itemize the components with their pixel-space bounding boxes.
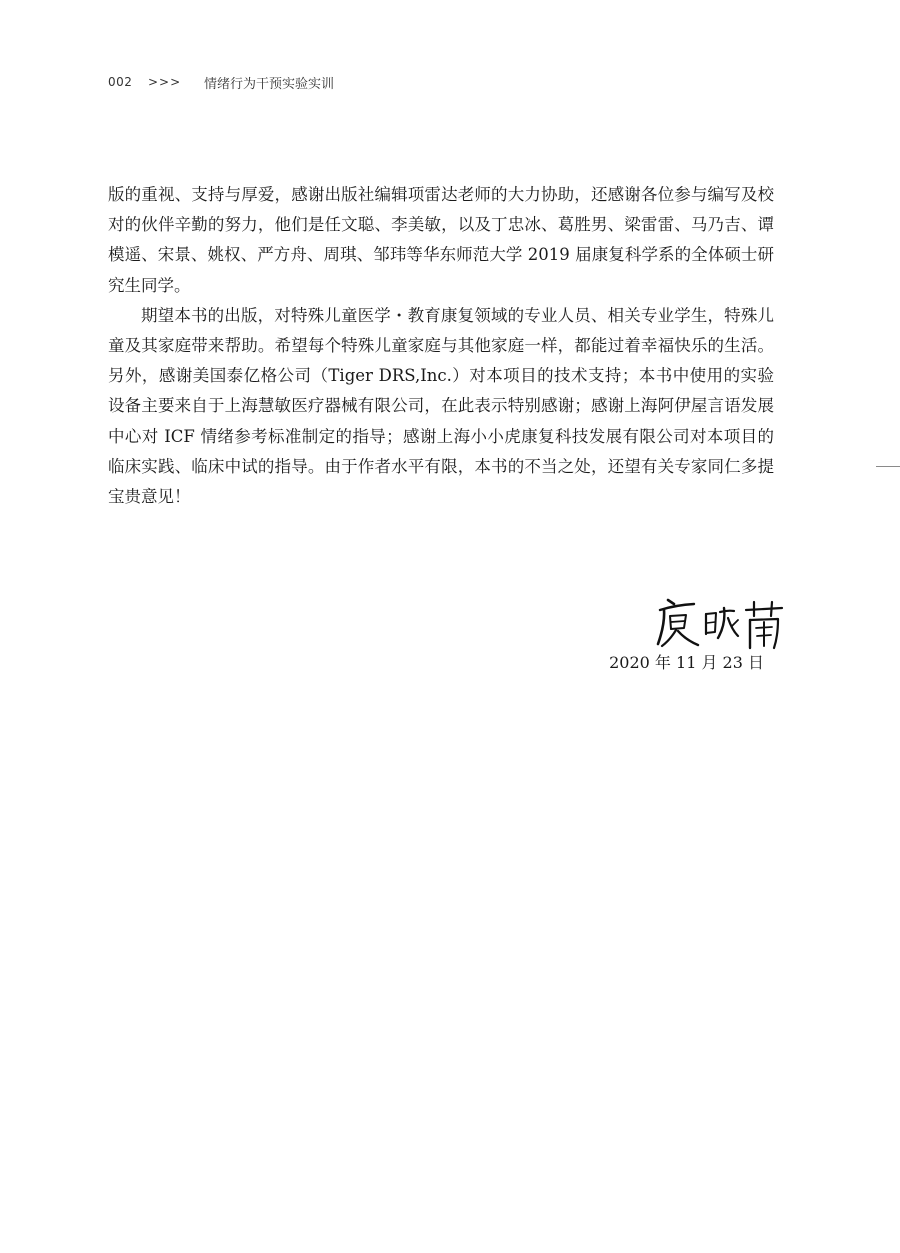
handwritten-signature-icon [654,590,784,652]
header-arrows: >>> [148,75,182,89]
signature-date: 2020 年 11 月 23 日 [609,653,764,672]
book-title: 情绪行为干预实验实训 [204,76,335,92]
paragraph-hopes: 期望本书的出版，对特殊儿童医学・教育康复领域的专业人员、相关专业学生，特殊儿童及其家庭带来帮助。希望每个特殊儿童家庭与其他家庭一样，都能过着幸福快乐的生活。另外，感谢美国泰亿格公司（Tiger DRS,Inc.）对本项目的技术支持；本书中使用的实验设备主要来自于上海慧敏医疗器械有限公司，在此表示特别感谢；感谢上海阿伊屋言语发展中心对 ICF 情绪参考标准制定的指导；感谢上海小小虎康复科技发展有限公司对本项目的临床实践、临床中试的指导。由于作者水平有限，本书的不当之处，还望有关专家同仁多提宝贵意见！ [108,305,774,507]
body-text [108,180,774,512]
page-number: 002 [108,75,133,89]
paragraph-continuation: 版的重视、支持与厚爱，感谢出版社编辑项雷达老师的大力协助，还感谢各位参与编写及校对的伙伴辛勤的努力，他们是任文聪、李美敏，以及丁忠冰、葛胜男、梁雷雷、马乃吉、谭模遥、宋景、姚权、严方舟、周琪、邹玮等华东师范大学 2019 届康复科学系的全体硕士研究生同学。 [108,185,774,295]
margin-mark [876,466,900,467]
running-header [108,72,334,92]
